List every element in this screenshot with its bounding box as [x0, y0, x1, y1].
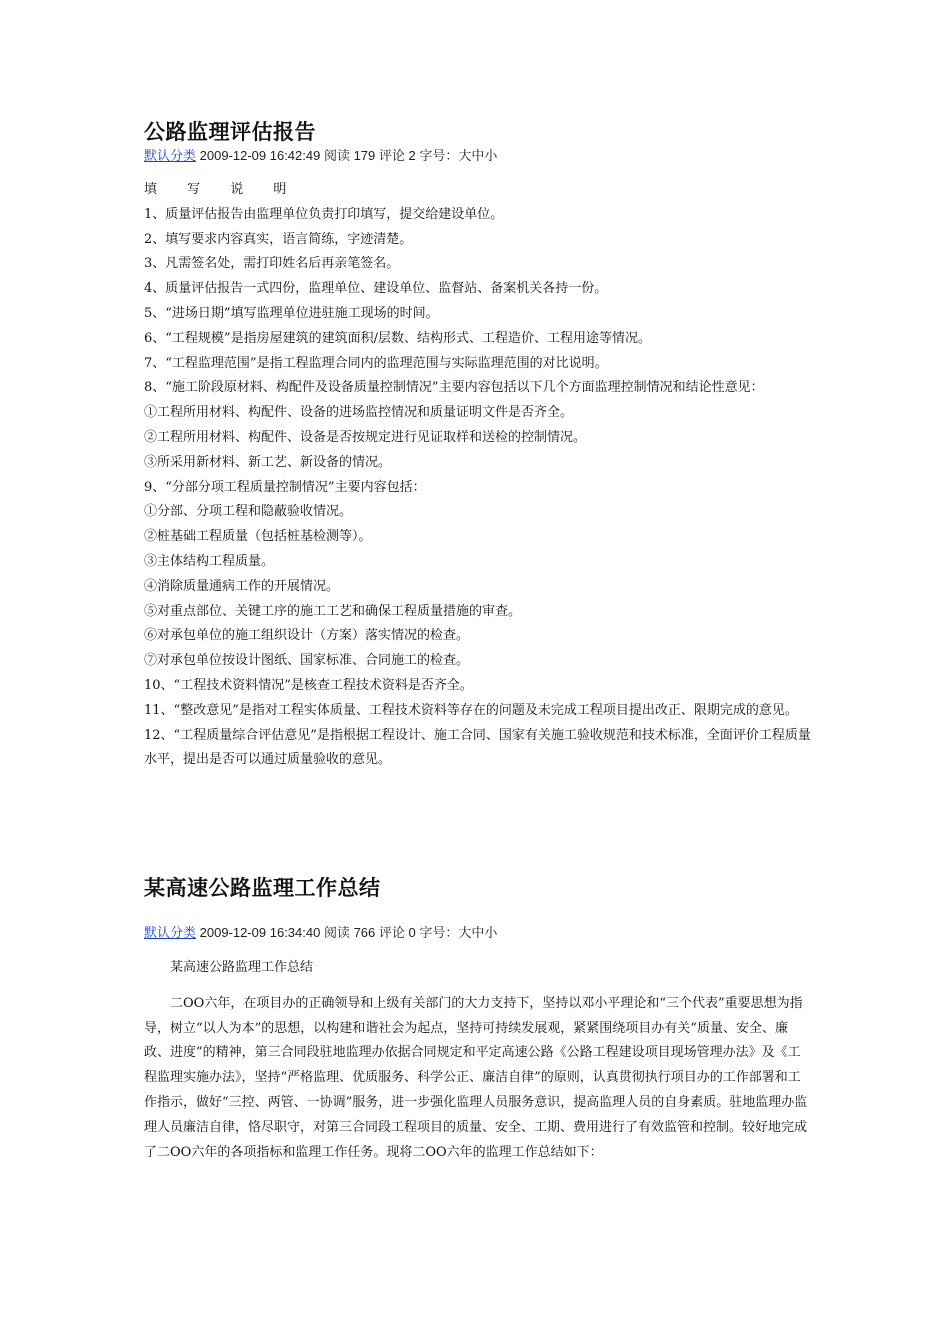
article1-body [144, 178, 812, 773]
article2-category-link[interactable]: 默认分类 [144, 925, 197, 940]
instruction-line: 5、“进场日期”填写监理单位进驻施工现场的时间。 [144, 305, 439, 321]
instruction-line: 3、凡需签名处，需打印姓名后再亲笔签名。 [144, 256, 400, 272]
article2-meta-info: 2009-12-09 16:34:40 阅读 766 评论 0 字号：大中小 [196, 925, 498, 940]
instruction-line: 1、质量评估报告由监理单位负责打印填写，提交给建设单位。 [144, 206, 504, 222]
article2-meta [144, 922, 497, 941]
instruction-line: 12、“工程质量综合评估意见”是指根据工程设计、施工合同、国家有关施工验收规范和技术标准，全面评价工程质量水平，提出是否可以通过质量验收的意见。 [144, 727, 811, 768]
instruction-line: 9、“分部分项工程质量控制情况”主要内容包括： [144, 479, 426, 495]
fill-instructions-heading: 填 写 说 明 [144, 182, 300, 197]
instruction-line: ①工程所用材料、构配件、设备的进场监控情况和质量证明文件是否齐全。 [144, 405, 574, 421]
article2-subtitle: 某高速公路监理工作总结 [170, 960, 314, 975]
article1-title: 公路监理评估报告 [144, 120, 316, 144]
instruction-line: ②工程所用材料、构配件、设备是否按规定进行见证取样和送检的控制情况。 [144, 429, 587, 445]
instruction-line: ③主体结构工程质量。 [144, 553, 275, 569]
instruction-line: 6、“工程规模”是指房屋建筑的建筑面积/层数、结构形式、工程造价、工程用途等情况。 [144, 330, 651, 346]
instruction-line: 10、“工程技术资料情况”是核查工程技术资料是否齐全。 [144, 677, 473, 693]
instruction-line: 8、“施工阶段原材料、构配件及设备质量控制情况”主要内容包括以下几个方面监理控制情况和结论性意见： [144, 380, 764, 396]
instruction-line: 11、“整改意见”是指对工程实体质量、工程技术资料等存在的问题及未完成工程项目提出改正、限期完成的意见。 [144, 702, 798, 718]
instruction-line: ②桩基础工程质量（包括桩基检测等）。 [144, 529, 372, 545]
instruction-line: ③所采用新材料、新工艺、新设备的情况。 [144, 454, 392, 470]
article2-body [144, 956, 812, 1165]
article2-paragraph: 二OO六年，在项目办的正确领导和上级有关部门的大力支持下，坚持以邓小平理论和“三个代表”重要思想为指导，树立“以人为本”的思想，以构建和谐社会为起点，坚持可持续发展观，紧紧围绕项目办有关“质量、安全、廉政、进度”的精神，第三合同段驻地监理办依据合同规定和平定高速公路《公路工程建设项目现场管理办法》及《工程监理实施办法》，坚持“严格监理、优质服务、科学公正、廉洁自律”的原则，认真贯彻执行项目办的工作部署和工作指示，做好“三控、两管、一协调”服务，进一步强化监理人员服务意识，提高监理人员的自身素质。驻地监理办监理人员廉洁自律，恪尽职守，对第三合同段工程项目的质量、安全、工期、费用进行了有效监管和控制。较好地完成了二OO六年的各项指标和监理工作任务。现将二OO六年的监理工作总结如下： [144, 995, 808, 1160]
article2-title: 某高速公路监理工作总结 [144, 876, 381, 900]
instruction-line: ⑥对承包单位的施工组织设计（方案）落实情况的检查。 [144, 628, 470, 644]
article1-meta [144, 145, 497, 164]
article1-meta-info: 2009-12-09 16:42:49 阅读 179 评论 2 字号：大中小 [196, 148, 498, 163]
instruction-line: ①分部、分项工程和隐蔽验收情况。 [144, 504, 353, 520]
instruction-line: ⑤对重点部位、关键工序的施工工艺和确保工程质量措施的审查。 [144, 603, 522, 619]
instruction-line: 7、“工程监理范围”是指工程监理合同内的监理范围与实际监理范围的对比说明。 [144, 355, 608, 371]
instruction-line: ⑦对承包单位按设计图纸、国家标准、合同施工的检查。 [144, 653, 470, 669]
article1-category-link[interactable]: 默认分类 [144, 148, 197, 163]
instruction-line: ④消除质量通病工作的开展情况。 [144, 578, 340, 594]
instruction-line: 2、填写要求内容真实，语言简练，字迹清楚。 [144, 231, 413, 247]
instruction-line: 4、质量评估报告一式四份，监理单位、建设单位、监督站、备案机关各持一份。 [144, 281, 608, 297]
